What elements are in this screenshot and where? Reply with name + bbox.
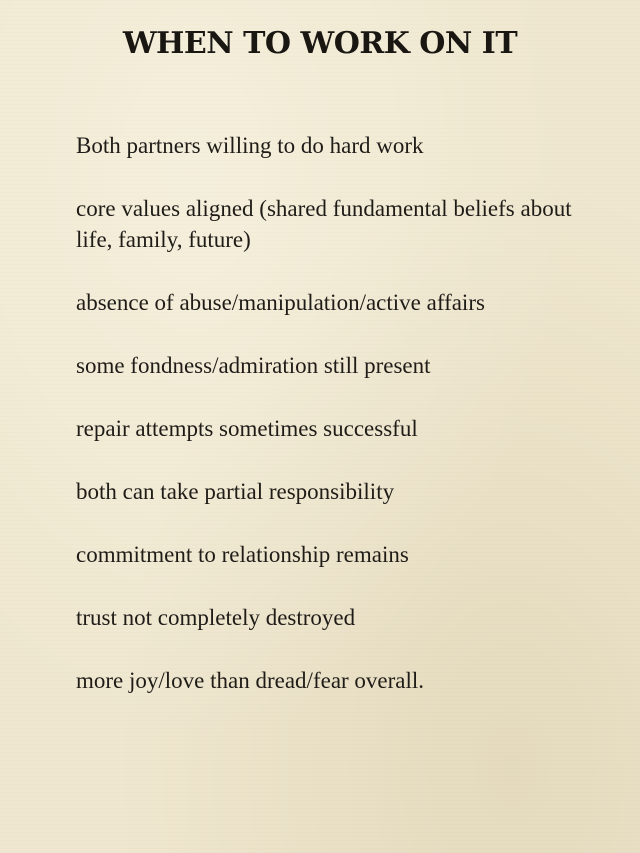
list-item: commitment to relationship remains [76, 542, 409, 567]
list-item: both can take partial responsibility [76, 479, 395, 504]
page-title: WHEN TO WORK ON IT [122, 26, 518, 61]
list-item: Both partners willing to do hard work [76, 133, 424, 158]
list-item: absence of abuse/manipulation/active affairs [76, 290, 485, 315]
list-item: trust not completely destroyed [76, 605, 356, 630]
list-item: repair attempts sometimes successful [76, 416, 418, 441]
list-item: some fondness/admiration still present [76, 353, 431, 378]
list-item: core values aligned (shared fundamental beliefs about life, family, future) [76, 196, 572, 252]
list-item: more joy/love than dread/fear overall. [76, 668, 425, 693]
criteria-list [76, 130, 586, 728]
